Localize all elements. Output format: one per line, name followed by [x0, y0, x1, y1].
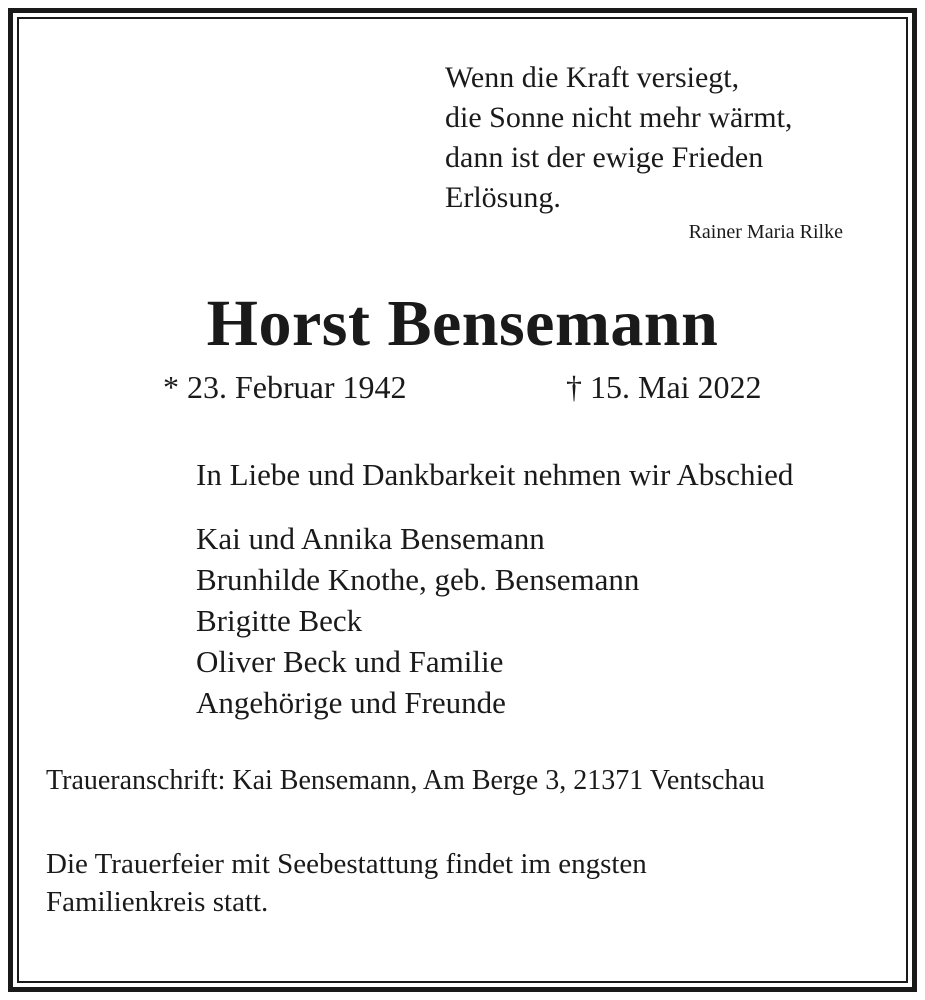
mourner-item: Brigitte Beck [196, 603, 363, 638]
ceremony-line: Die Trauerfeier mit Seebestattung findet im engsten [46, 848, 647, 880]
mourner-item: Oliver Beck und Familie [196, 644, 504, 679]
poem [445, 58, 792, 218]
poem-line: Wenn die Kraft versiegt, [445, 61, 740, 94]
ceremony-line: Familienkreis statt. [46, 886, 269, 918]
farewell-text: In Liebe und Dankbarkeit nehmen wir Abschied [196, 457, 794, 492]
poem-author: Rainer Maria Rilke [688, 221, 843, 243]
poem-line: dann ist der ewige Frieden [445, 141, 764, 174]
mourning-address: Traueranschrift: Kai Bensemann, Am Berge 3, 21371 Ventschau [46, 765, 765, 796]
poem-line: Erlösung. [445, 181, 561, 214]
mourners-list [196, 518, 639, 723]
death-date: † 15. Mai 2022 [566, 369, 762, 405]
ceremony-notice [46, 845, 647, 921]
mourner-item: Angehörige und Freunde [196, 685, 506, 720]
birth-date: * 23. Februar 1942 [163, 369, 407, 405]
mourner-item: Brunhilde Knothe, geb. Bensemann [196, 562, 640, 597]
poem-line: die Sonne nicht mehr wärmt, [445, 101, 793, 134]
deceased-name: Horst Bensemann [206, 287, 719, 360]
mourner-item: Kai und Annika Bensemann [196, 521, 545, 556]
